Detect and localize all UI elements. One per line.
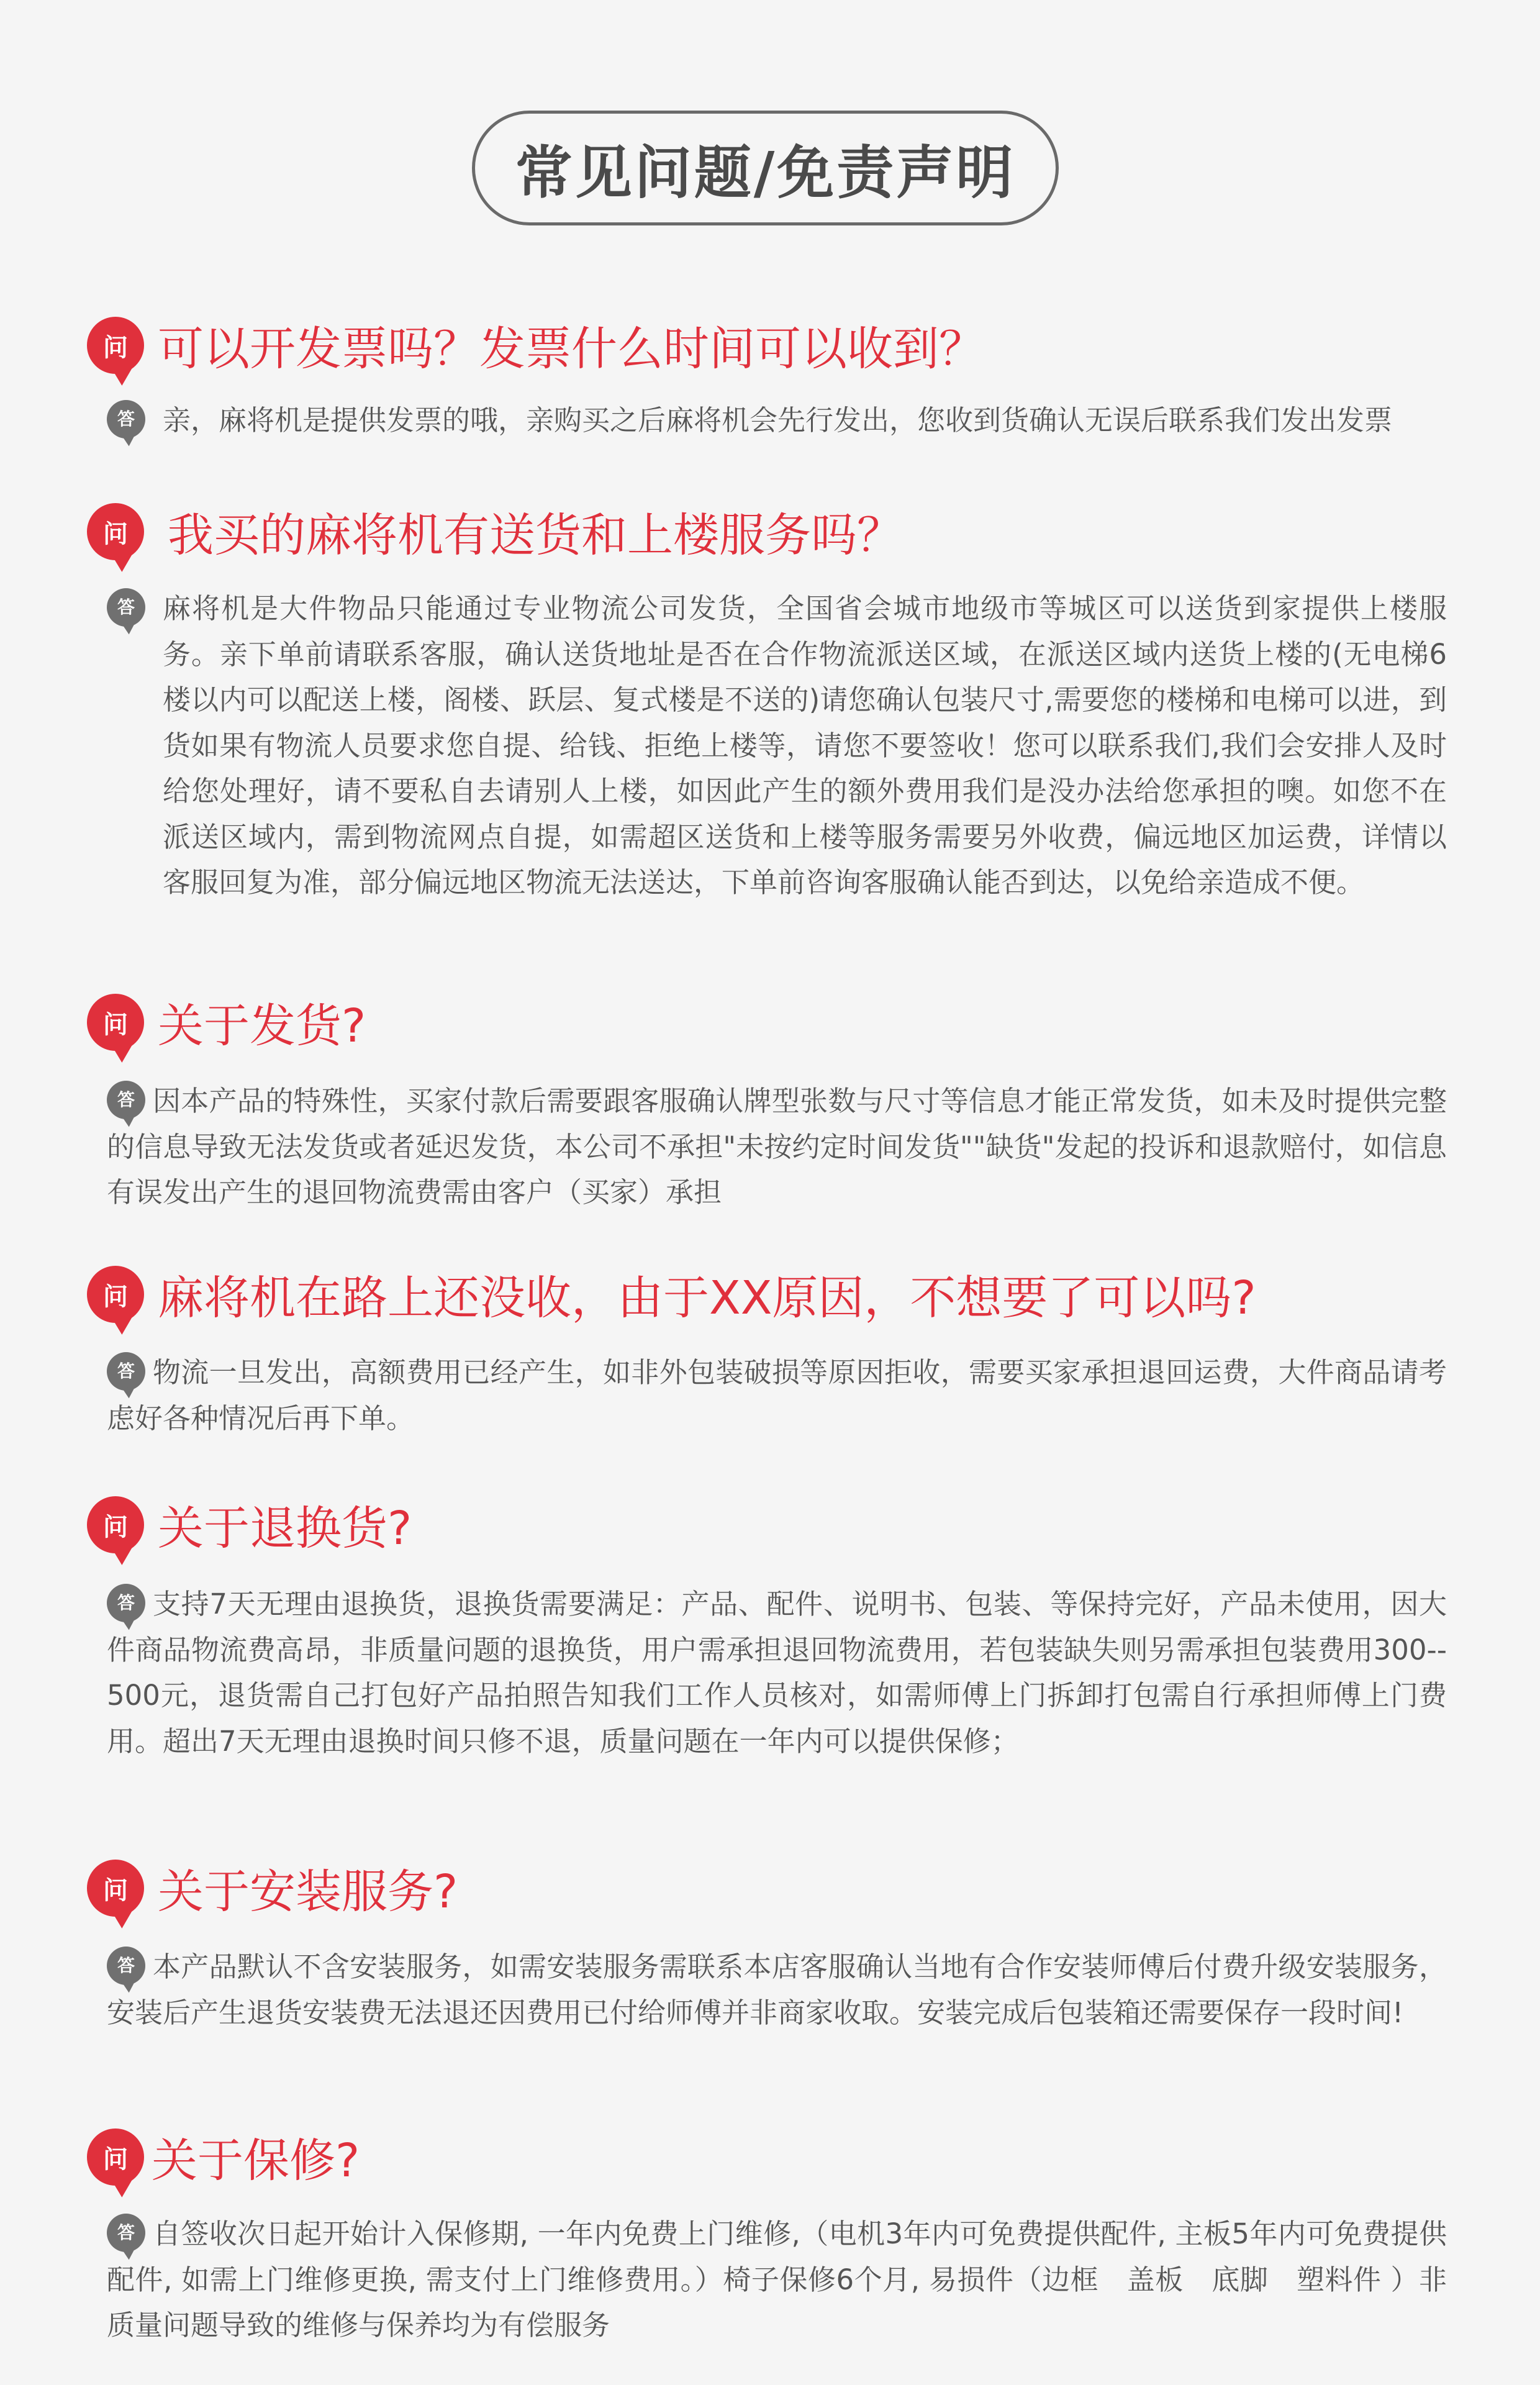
question-text: 关于发货? (158, 999, 366, 1053)
answer-2 (107, 586, 1447, 906)
question-icon: 问 (87, 1860, 144, 1917)
question-icon: 问 (87, 503, 144, 560)
answer-icon: 答 (107, 1352, 145, 1391)
answer-7 (107, 2211, 1447, 2348)
question-5 (87, 1492, 412, 1558)
question-text: 我买的麻将机有送货和上楼服务吗？ (168, 509, 903, 562)
question-icon: 问 (87, 317, 144, 374)
question-icon: 问 (87, 994, 144, 1051)
page-title: 常见问题/免责声明 (472, 111, 1059, 225)
question-2 (87, 499, 903, 565)
question-6 (87, 1855, 458, 1921)
answer-icon: 答 (107, 1584, 145, 1622)
question-text: 关于安装服务? (158, 1865, 458, 1919)
answer-5 (107, 1581, 1447, 1764)
answer-icon: 答 (107, 400, 145, 438)
question-4 (87, 1261, 1256, 1327)
answer-text: 自签收次日起开始计入保修期, 一年内免费上门维修,（电机3年内可免费提供配件, 主板5年内可免费提供配件, 如需上门维修更换, 需支付上门维修费用。）椅子保修6个月, 易损件（边框 盖板 底脚 塑料件 ）非质量问题导致的维修与保养均为有偿服务 (107, 2217, 1447, 2342)
answer-text: 因本产品的特殊性，买家付款后需要跟客服确认牌型张数与尺寸等信息才能正常发货，如未及时提供完整的信息导致无法发货或者延迟发货，本公司不承担"未按约定时间发货""缺货"发起的投诉和退款赔付，如信息有误发出产生的退回物流费需由客户（买家）承担 (107, 1084, 1447, 1209)
question-text: 关于保修? (152, 2134, 360, 2187)
question-icon: 问 (87, 1266, 144, 1323)
question-icon: 问 (87, 2128, 144, 2186)
answer-text: 支持7天无理由退换货，退换货需要满足：产品、配件、说明书、包装、等保持完好，产品未使用，因大件商品物流费高昂，非质量问题的退换货，用户需承担退回物流费用，若包装缺失则另需承担包装费用300--500元，退货需自己打包好产品拍照告知我们工作人员核对，如需师傅上门拆卸打包需自行承担师傅上门费用。超出7天无理由退换时间只修不退，质量问题在一年内可以提供保修； (107, 1588, 1447, 1758)
answer-text: 本产品默认不含安装服务，如需安装服务需联系本店客服确认当地有合作安装师傅后付费升级安装服务，安装后产生退货安装费无法退还因费用已付给师傅并非商家收取。安装完成后包装箱还需要保存一段时间! (107, 1950, 1447, 2029)
question-text: 麻将机在路上还没收，由于XX原因，不想要了可以吗? (158, 1271, 1256, 1325)
question-text: 可以开发票吗？发票什么时间可以收到？ (158, 322, 985, 376)
answer-icon: 答 (107, 588, 145, 627)
answer-3 (107, 1078, 1447, 1215)
answer-text: 麻将机是大件物品只能通过专业物流公司发货，全国省会城市地级市等城区可以送货到家提供上楼服务。亲下单前请联系客服，确认送货地址是否在合作物流派送区域，在派送区域内送货上楼的(无电梯6楼以内可以配送上楼，阁楼、跃层、复式楼是不送的)请您确认包装尺寸,需要您的楼梯和电梯可以进，到货如果有物流人员要求您自提、给钱、拒绝上楼等，请您不要签收！您可以联系我们,我们会安排人及时给您处理好，请不要私自去请别人上楼，如因此产生的额外费用我们是没办法给您承担的噢。如您不在派送区域内，需到物流网点自提，如需超区送货和上楼等服务需要另外收费，偏远地区加运费，详情以客服回复为准，部分偏远地区物流无法送达，下单前咨询客服确认能否到达，以免给亲造成不便。 (163, 592, 1447, 899)
answer-text: 亲，麻将机是提供发票的哦，亲购买之后麻将机会先行发出，您收到货确认无误后联系我们发出发票 (163, 404, 1393, 437)
answer-icon: 答 (107, 1081, 145, 1119)
question-1 (87, 312, 985, 378)
question-3 (87, 989, 366, 1055)
answer-4 (107, 1350, 1447, 1441)
answer-6 (107, 1944, 1447, 2035)
answer-1 (107, 398, 1447, 443)
question-text: 关于退换货? (158, 1502, 412, 1555)
answer-icon: 答 (107, 1947, 145, 1985)
answer-text: 物流一旦发出，高额费用已经产生，如非外包装破损等原因拒收，需要买家承担退回运费，大件商品请考虑好各种情况后再下单。 (107, 1356, 1447, 1435)
answer-icon: 答 (107, 2214, 145, 2252)
question-7 (87, 2124, 360, 2190)
question-icon: 问 (87, 1496, 144, 1553)
